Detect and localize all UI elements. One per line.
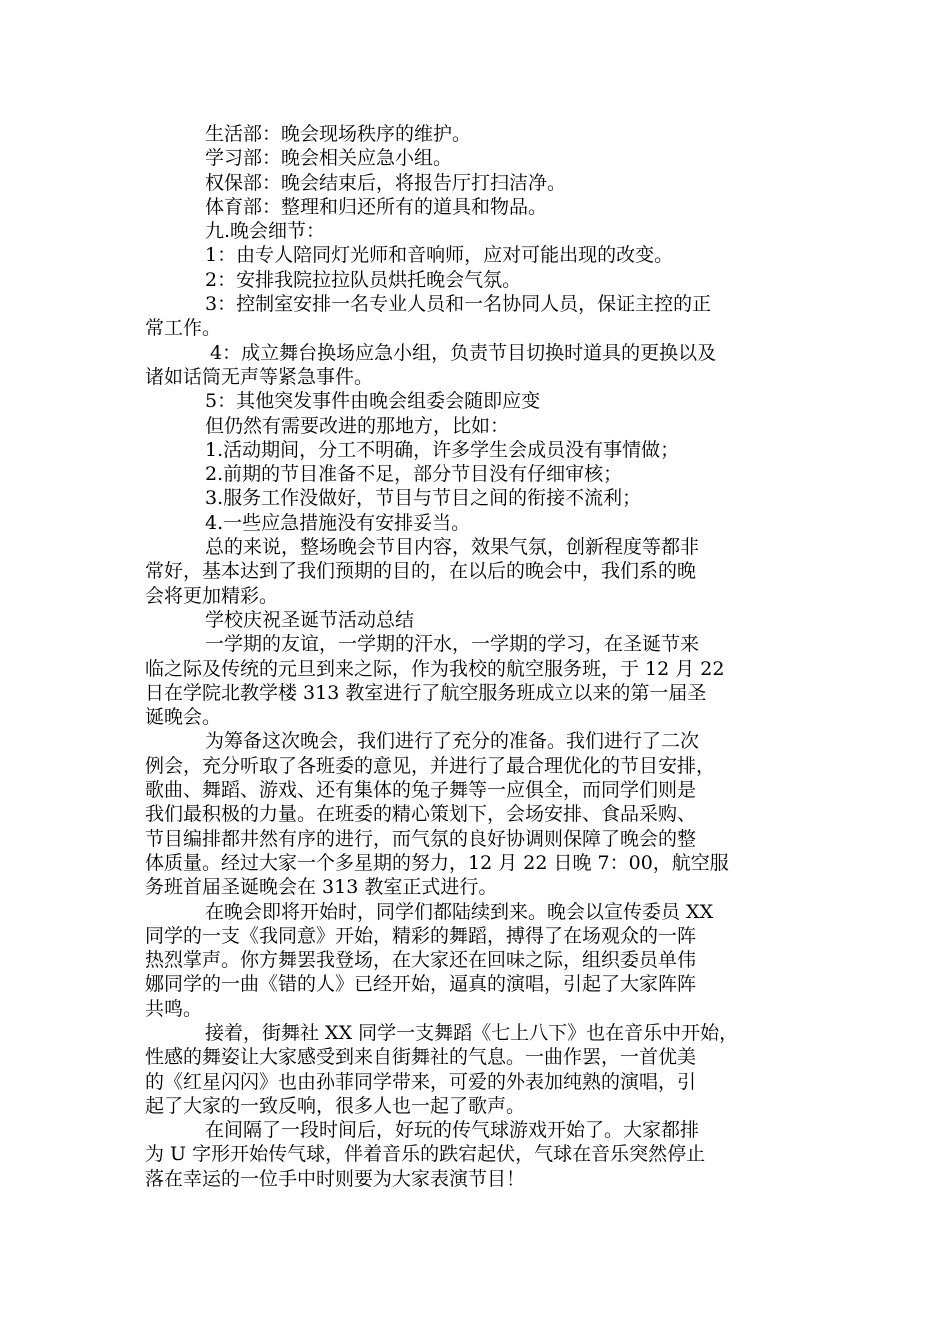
text-line: 3.服务工作没做好，节目与节目之间的衔接不流利； xyxy=(205,487,642,510)
text-line: 会将更加精彩。 xyxy=(145,584,279,607)
text-line: 4.一些应急措施没有安排妥当。 xyxy=(205,511,471,534)
text-line: 我们最积极的力量。在班委的精心策划下，会场安排、食品采购、 xyxy=(145,803,697,826)
text-line: 落在幸运的一位手中时则要为大家表演节目！ xyxy=(145,1167,526,1190)
text-line: 学校庆祝圣诞节活动总结 xyxy=(205,608,415,631)
document-body xyxy=(145,122,810,1191)
text-line: 4：成立舞台换场应急小组，负责节目切换时道具的更换以及 xyxy=(210,341,717,364)
text-line: 1.活动期间，分工不明确，许多学生会成员没有事情做； xyxy=(205,438,680,461)
text-line: 例会，充分听取了各班委的意见，并进行了最合理优化的节目安排， xyxy=(145,754,716,777)
text-line: 一学期的友谊，一学期的汗水，一学期的学习，在圣诞节来 xyxy=(205,633,700,656)
text-line: 学习部：晚会相关应急小组。 xyxy=(205,147,453,170)
text-line: 3：控制室安排一名专业人员和一名协同人员，保证主控的正 xyxy=(205,293,712,316)
text-line: 性感的舞姿让大家感受到来自街舞社的气息。一曲作罢，一首优美 xyxy=(145,1046,697,1069)
text-line: 但仍然有需要改进的那地方，比如： xyxy=(205,414,510,437)
text-line: 5：其他突发事件由晚会组委会随即应变 xyxy=(205,390,541,413)
text-line: 节目编排都井然有序的进行，而气氛的良好协调则保障了晚会的整 xyxy=(145,827,697,850)
text-line: 在间隔了一段时间后，好玩的传气球游戏开始了。大家都排 xyxy=(205,1119,700,1142)
text-line: 1：由专人陪同灯光师和音响师，应对可能出现的改变。 xyxy=(205,244,674,267)
text-line: 的《红星闪闪》也由孙菲同学带来，可爱的外表加纯熟的演唱，引 xyxy=(145,1070,697,1093)
text-line: 诞晚会。 xyxy=(145,706,222,729)
text-line: 同学的一支《我同意》开始，精彩的舞蹈，搏得了在场观众的一阵 xyxy=(145,924,697,947)
text-line: 临之际及传统的元旦到来之际，作为我校的航空服务班，于 12 月 22 xyxy=(145,657,725,680)
text-line: 接着，街舞社 XX 同学一支舞蹈《七上八下》也在音乐中开始， xyxy=(205,1021,739,1044)
text-line: 权保部：晚会结束后，将报告厅打扫洁净。 xyxy=(205,171,567,194)
text-line: 体育部：整理和归还所有的道具和物品。 xyxy=(205,195,548,218)
text-line: 务班首届圣诞晚会在 313 教室正式进行。 xyxy=(145,876,498,899)
text-line: 常好，基本达到了我们预期的目的，在以后的晚会中，我们系的晚 xyxy=(145,560,697,583)
text-line: 体质量。经过大家一个多星期的努力，12 月 22 日晚 7：00，航空服 xyxy=(145,851,729,874)
text-line: 歌曲、舞蹈、游戏、还有集体的兔子舞等一应俱全，而同学们则是 xyxy=(145,779,697,802)
text-line: 九.晚会细节： xyxy=(205,220,326,243)
text-line: 为筹备这次晚会，我们进行了充分的准备。我们进行了二次 xyxy=(205,730,700,753)
text-line: 在晚会即将开始时，同学们都陆续到来。晚会以宣传委员 XX xyxy=(205,900,714,923)
text-line: 娜同学的一曲《错的人》已经开始，逼真的演唱，引起了大家阵阵 xyxy=(145,973,697,996)
text-line: 热烈掌声。你方舞罢我登场，在大家还在回味之际，组织委员单伟 xyxy=(145,949,697,972)
text-line: 日在学院北教学楼 313 教室进行了航空服务班成立以来的第一届圣 xyxy=(145,681,707,704)
text-line: 共鸣。 xyxy=(145,997,203,1020)
text-line: 常工作。 xyxy=(145,317,222,340)
text-line: 起了大家的一致反响，很多人也一起了歌声。 xyxy=(145,1094,526,1117)
text-line: 2.前期的节目准备不足，部分节目没有仔细审核； xyxy=(205,463,623,486)
text-line: 总的来说，整场晚会节目内容，效果气氛，创新程度等都非 xyxy=(205,536,700,559)
text-line: 诸如话筒无声等紧急事件。 xyxy=(145,365,374,388)
text-line: 生活部：晚会现场秩序的维护。 xyxy=(205,123,472,145)
text-line: 2：安排我院拉拉队员烘托晚会气氛。 xyxy=(205,268,522,291)
text-line: 为 U 字形开始传气球，伴着音乐的跌宕起伏，气球在音乐突然停止 xyxy=(145,1143,706,1166)
